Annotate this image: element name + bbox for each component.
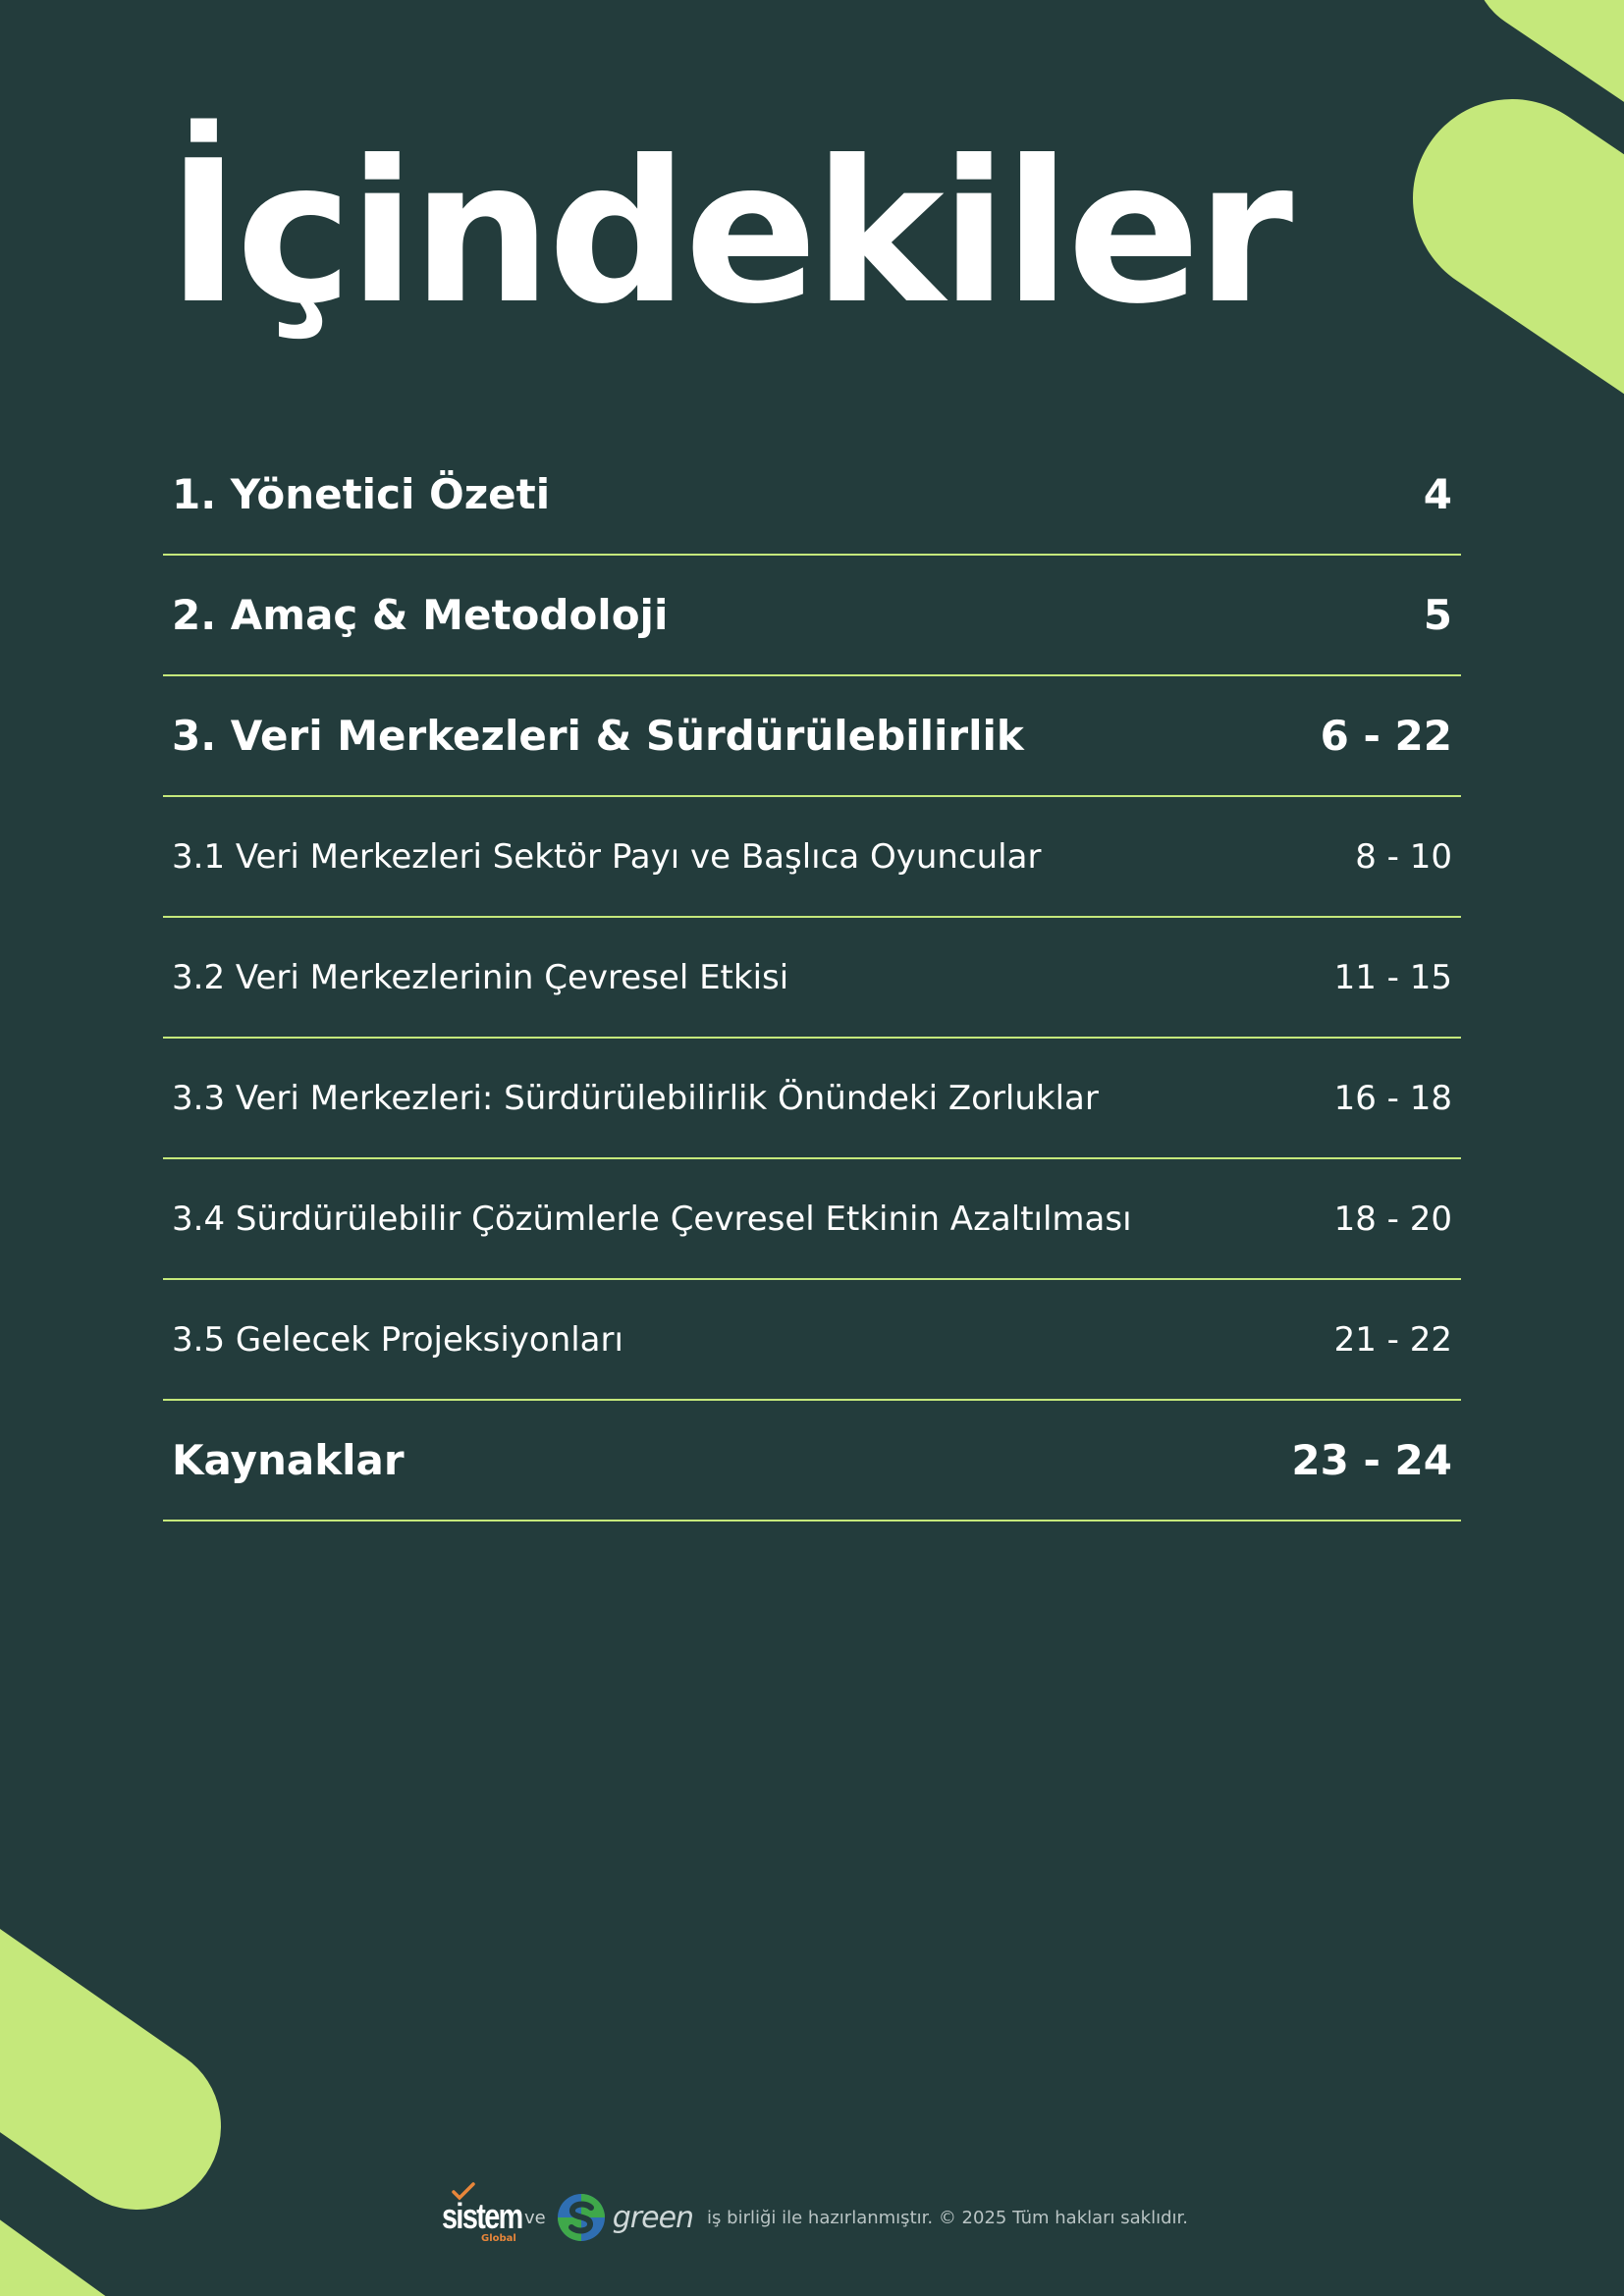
toc-item-pages: 8 - 10 [1355,836,1452,877]
toc-item-pages: 21 - 22 [1333,1319,1452,1360]
logo-subtitle: Global [481,2233,516,2244]
green-logo-mark-icon [556,2192,607,2243]
green-logo [556,2192,693,2243]
toc-item-pages: 18 - 20 [1333,1199,1452,1239]
toc-item-label: 3.3 Veri Merkezleri: Sürdürülebilirlik Önündeki Zorluklar [172,1078,1099,1118]
toc-item-3-5[interactable] [163,1280,1461,1401]
page-title: İçindekiler [167,119,1290,347]
toc-item-label: 1. Yönetici Özeti [172,470,551,518]
toc-item-label: 3.4 Sürdürülebilir Çözümlerle Çevresel Etkinin Azaltılması [172,1199,1132,1239]
toc-item-references[interactable] [163,1401,1461,1522]
toc-item-label: 3.1 Veri Merkezleri Sektör Payı ve Başlıca Oyuncular [172,836,1042,877]
toc-item-purpose-methodology[interactable] [163,556,1461,676]
toc-item-3-4[interactable] [163,1159,1461,1280]
footer [442,2187,1188,2248]
toc-item-label: 3. Veri Merkezleri & Sürdürülebilirlik [172,712,1024,760]
footer-connector: ve [524,2207,546,2228]
toc-item-data-centers-sustainability[interactable] [163,676,1461,797]
toc-item-3-2[interactable] [163,918,1461,1039]
toc-item-label: 2. Amaç & Metodoloji [172,591,669,639]
sistem-global-logo [442,2188,522,2247]
table-of-contents [163,435,1461,1522]
toc-item-3-3[interactable] [163,1039,1461,1159]
logo-wordmark: sistem [442,2196,522,2236]
footer-note: iş birliği ile hazırlanmıştır. © 2025 Tüm hakları saklıdır. [707,2207,1189,2228]
toc-item-pages: 16 - 18 [1333,1078,1452,1118]
toc-item-pages: 6 - 22 [1320,712,1452,760]
toc-item-label: 3.5 Gelecek Projeksiyonları [172,1319,623,1360]
toc-item-label: Kaynaklar [172,1436,405,1484]
toc-item-pages: 4 [1423,470,1452,518]
toc-item-pages: 23 - 24 [1291,1436,1452,1484]
toc-item-3-1[interactable] [163,797,1461,918]
toc-item-executive-summary[interactable] [163,435,1461,556]
toc-item-pages: 11 - 15 [1333,957,1452,997]
toc-item-pages: 5 [1423,591,1452,639]
toc-item-label: 3.2 Veri Merkezlerinin Çevresel Etkisi [172,957,789,997]
logo-wordmark: green [612,2200,694,2235]
